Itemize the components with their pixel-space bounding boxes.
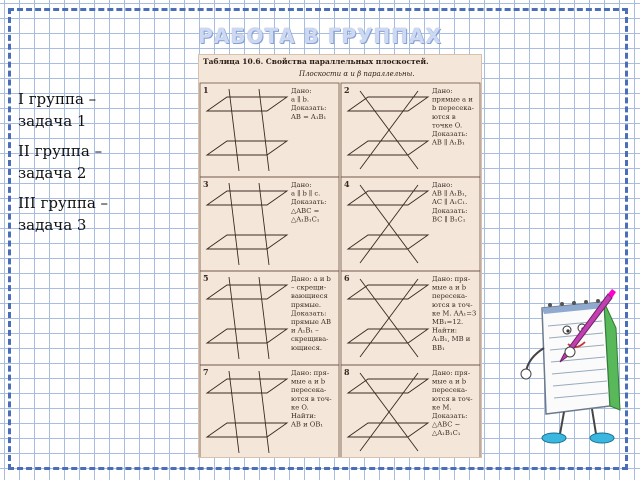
cell-text: ются в точ- <box>291 394 332 403</box>
group-label: II группа – <box>18 142 103 160</box>
plane-shape <box>207 97 287 111</box>
cell-text: AB ∥ A₁B₁ <box>432 138 465 147</box>
group-item-3 <box>18 192 188 236</box>
table-header: Таблица 10.6. Свойства параллельных плоскостей. <box>203 57 429 66</box>
line-shape <box>229 371 239 453</box>
cell-text: A₁B₁, MB и <box>432 335 471 344</box>
plane-shape <box>207 379 287 393</box>
group-item-1 <box>18 88 188 132</box>
line-shape <box>229 183 239 265</box>
cell-text: мые a и b <box>291 377 326 386</box>
textbook-table-image <box>198 54 482 458</box>
cell-text: Доказать: <box>432 206 468 215</box>
plane-shape <box>207 423 287 437</box>
table-cell <box>200 83 339 177</box>
plane-shape <box>348 235 428 249</box>
cell-text: прямые a и <box>432 95 473 104</box>
cell-text: ются в точ- <box>432 300 473 309</box>
cell-text: Дано: пря- <box>432 275 471 283</box>
group-task: задача 1 <box>18 112 87 130</box>
group-label: I группа – <box>18 90 97 108</box>
cell-text: Дано: a и b <box>291 275 331 283</box>
cell-number: 3 <box>203 179 209 189</box>
plane-shape <box>348 423 428 437</box>
plane-shape <box>207 285 287 299</box>
group-task: задача 2 <box>18 164 87 182</box>
group-task: задача 3 <box>18 216 87 234</box>
cell-text: AB и OB₁ <box>291 420 324 429</box>
cell-text: пересека- <box>432 386 468 395</box>
plane-shape <box>348 97 428 111</box>
cell-text: AB = A₁B₁ <box>291 112 327 121</box>
cell-text: ке M. AA₁=3 <box>432 309 477 318</box>
plane-shape <box>348 141 428 155</box>
line-shape <box>229 89 239 171</box>
plane-shape <box>207 141 287 155</box>
table-cell <box>200 271 339 365</box>
cell-text: △ABC = <box>291 206 320 215</box>
plane-shape <box>348 191 428 205</box>
cell-text: Дано: <box>432 181 453 189</box>
notepad-with-pen-icon <box>512 288 622 448</box>
cell-text: MB₁=12. <box>432 318 464 326</box>
cell-text: Доказать: <box>291 104 327 113</box>
group-item-2 <box>18 140 188 184</box>
cell-number: 5 <box>203 273 209 283</box>
cell-text: пересека- <box>291 386 327 395</box>
cell-text: △A₁B₁C₁ <box>432 429 461 438</box>
cell-text: ются в <box>432 112 456 121</box>
table-cell <box>341 177 480 271</box>
cell-text: AC ∥ A₁C₁. <box>432 198 468 207</box>
cell-text: мые a и b <box>432 377 467 386</box>
cell-number: 4 <box>344 179 350 189</box>
cell-number: 6 <box>344 273 350 283</box>
cell-text: ке M. <box>432 403 452 412</box>
cell-number: 2 <box>344 85 350 95</box>
cell-text: Доказать: <box>291 198 327 207</box>
cell-text: вающиеся <box>291 292 328 301</box>
plane-shape <box>348 379 428 393</box>
cell-text: a ∥ b. <box>291 95 310 104</box>
line-shape <box>259 277 269 359</box>
cell-text: Доказать: <box>432 412 468 420</box>
group-list <box>18 88 188 244</box>
table-cell <box>200 177 339 271</box>
table-cell <box>200 365 339 457</box>
plane-shape <box>348 285 428 299</box>
table-cell <box>341 83 480 177</box>
table-figure <box>199 55 481 457</box>
plane-shape <box>348 329 428 343</box>
cell-text: Дано: пря- <box>291 369 330 377</box>
cell-text: пересека- <box>432 292 468 301</box>
cell-text: скрещива- <box>291 335 329 344</box>
cell-text: BC ∥ B₁C₁ <box>432 215 466 224</box>
line-shape <box>229 277 239 359</box>
cell-text: ются в точ- <box>432 394 473 403</box>
cell-text: BB₁ <box>432 343 445 352</box>
cell-text: – скрещи- <box>291 283 327 292</box>
group-label: III группа – <box>18 194 109 212</box>
cell-text: ке O. <box>291 403 309 412</box>
cell-text: мые a и b <box>432 283 467 292</box>
plane-shape <box>207 191 287 205</box>
cell-text: прямые. <box>291 300 322 309</box>
cell-text: b пересека- <box>432 104 474 113</box>
plane-shape <box>207 235 287 249</box>
cell-text: Доказать: <box>432 130 468 138</box>
cell-number: 1 <box>203 85 209 95</box>
cell-text: Найти: <box>291 412 317 420</box>
cell-text: Доказать: <box>291 309 327 318</box>
cell-number: 8 <box>344 367 350 377</box>
cell-text: Дано: <box>432 87 453 95</box>
cell-text: △ABC ~ <box>432 420 461 429</box>
cell-text: Дано: пря- <box>432 369 471 377</box>
line-shape <box>259 371 269 453</box>
cell-text: Дано: <box>291 87 312 95</box>
line-shape <box>259 183 269 265</box>
cell-text: a ∥ b ∥ c. <box>291 189 321 198</box>
table-subheader: Плоскости α и β параллельны. <box>299 70 415 78</box>
table-cell <box>341 365 480 457</box>
line-shape <box>259 89 269 171</box>
cell-text: AB ∥ A₁B₁, <box>432 189 467 198</box>
cell-text: ющиеся. <box>291 343 323 352</box>
table-cell <box>341 271 480 365</box>
slide-title: РАБОТА В ГРУППАХ <box>198 24 442 48</box>
cell-text: прямые AB <box>291 318 331 326</box>
cell-text: и A₁B₁ – <box>291 326 319 335</box>
cell-text: Найти: <box>432 326 458 335</box>
plane-shape <box>207 329 287 343</box>
cell-number: 7 <box>203 367 209 377</box>
cell-text: △A₁B₁C₁ <box>291 215 320 224</box>
cell-text: Дано: <box>291 181 312 189</box>
cell-text: точке O. <box>432 121 463 130</box>
